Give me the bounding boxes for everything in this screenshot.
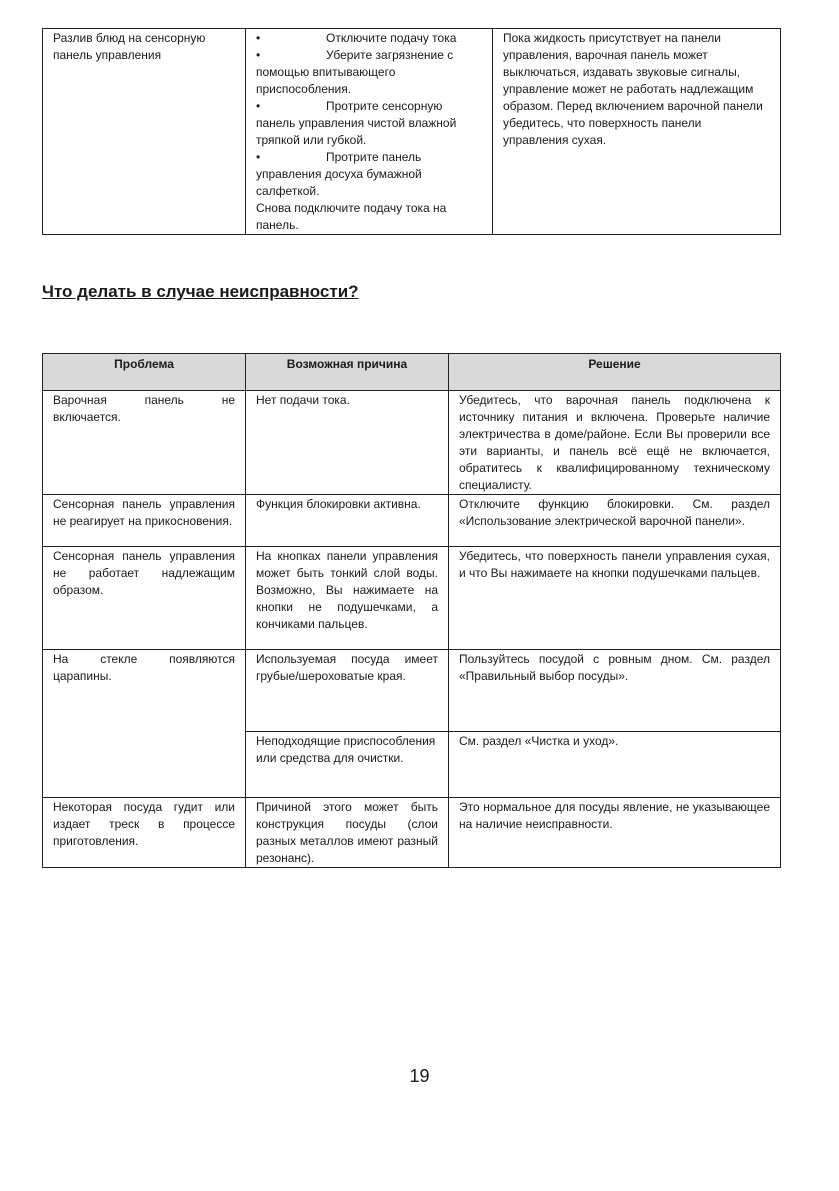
column-header-solution: Решение (449, 354, 781, 391)
table-row (43, 29, 781, 235)
section-heading: Что делать в случае неисправности? (42, 282, 359, 301)
table-row (43, 391, 781, 495)
solution-cell: Отключите функцию блокировки. См. раздел «Использование электрической варочной панели». (449, 495, 781, 547)
troubleshooting-table (42, 353, 781, 868)
solution-cell: Убедитесь, что поверхность панели управления сухая, и что Вы нажимаете на кнопки подушечками пальцев. (449, 547, 781, 650)
cause-cell: На кнопках панели управления может быть тонкий слой воды. Возможно, Вы нажимаете на кнопки не подушечками, а кончиками пальцев. (246, 547, 449, 650)
cause-cell: Неподходящие приспособления или средства для очистки. (246, 732, 449, 798)
final-step: Снова подключите подачу тока на панель. (256, 201, 447, 232)
spill-table (42, 28, 781, 235)
cause-cell: Используемая посуда имеет грубые/шероховатые края. (246, 650, 449, 732)
note-cell: Пока жидкость присутствует на панели управления, варочная панель может выключаться, издавать звуковые сигналы, управление может не работать надлежащим образом. Перед включением варочной панели убедитесь, что поверхность панели управления сухая. (493, 29, 781, 235)
problem-cell: Некоторая посуда гудит или издает треск в процессе приготовления. (43, 798, 246, 868)
solution-cell: См. раздел «Чистка и уход». (449, 732, 781, 798)
solution-cell: Пользуйтесь посудой с ровным дном. См. раздел «Правильный выбор посуды». (449, 650, 781, 732)
column-header-cause: Возможная причина (246, 354, 449, 391)
cause-cell: Причиной этого может быть конструкция посуды (слои разных металлов имеют разный резонанс). (246, 798, 449, 868)
table-row (43, 798, 781, 868)
problem-cell: Сенсорная панель управления не работает надлежащим образом. (43, 547, 246, 650)
bullet-icon: • (256, 99, 261, 113)
problem-cell: Сенсорная панель управления не реагирует на прикосновения. (43, 495, 246, 547)
list-item: • Отключите подачу тока (256, 31, 457, 45)
cause-cell: Нет подачи тока. (246, 391, 449, 495)
list-item: • Уберите загрязнение с помощью впитывающего приспособления. (256, 48, 454, 96)
list-item: • Протрите сенсорную панель управления чистой влажной тряпкой или губкой. (256, 99, 457, 147)
problem-cell: Варочная панель не включается. (43, 391, 246, 495)
bullet-icon: • (256, 48, 261, 62)
solution-cell: Это нормальное для посуды явление, не указывающее на наличие неисправности. (449, 798, 781, 868)
table-row (43, 650, 781, 732)
steps-cell (246, 29, 493, 235)
problem-cell: На стекле появляются царапины. (43, 650, 246, 798)
column-header-problem: Проблема (43, 354, 246, 391)
list-item: • Протрите панель управления досуха бумажной салфеткой. (256, 150, 422, 198)
bullet-icon: • (256, 31, 261, 45)
table-header-row (43, 354, 781, 391)
table-row (43, 495, 781, 547)
cause-cell: Функция блокировки активна. (246, 495, 449, 547)
problem-cell: Разлив блюд на сенсорную панель управления (43, 29, 246, 235)
page-number: 19 (409, 1066, 430, 1086)
bullet-icon: • (256, 150, 261, 164)
table-row (43, 547, 781, 650)
solution-cell: Убедитесь, что варочная панель подключена к источнику питания и включена. Проверьте наличие электричества в доме/районе. Если Вы проверили все эти варианты, и панель всё ещё не включается, обратитесь к квалифицированному техническому специалисту. (449, 391, 781, 495)
